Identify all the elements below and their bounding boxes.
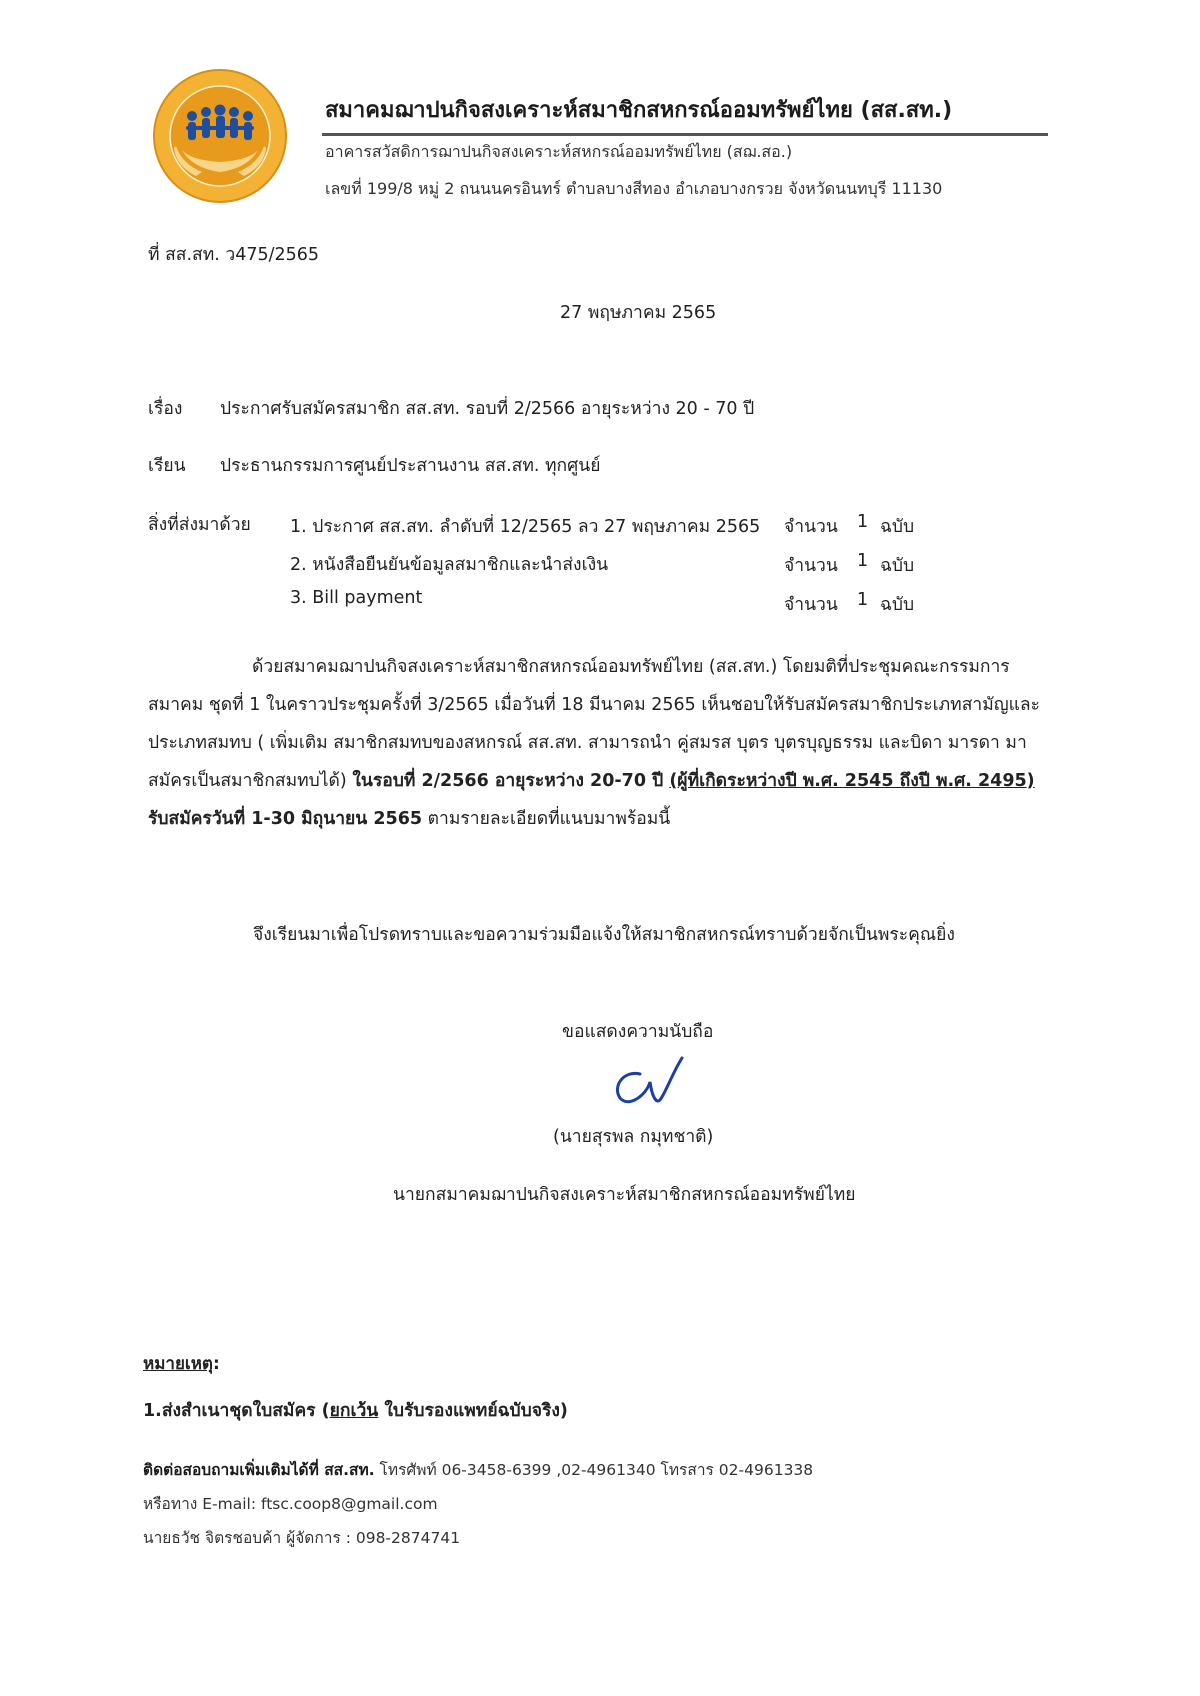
closing-request: จึงเรียนมาเพื่อโปรดทราบและขอความร่วมมือแจ้งให้สมาชิกสหกรณ์ทราบด้วยจักเป็นพระคุณยิ่ง	[253, 925, 955, 945]
birth-year-range: (ผู้ที่เกิดระหว่างปี พ.ศ. 2545 ถึงปี พ.ศ. 2495)	[669, 771, 1035, 791]
enclosure-item: 3. Bill payment	[290, 588, 423, 608]
note-text: ใบรับรองแพทย์ฉบับจริง)	[378, 1401, 568, 1421]
letter-body	[148, 648, 1066, 838]
enclosure-item: 1. ประกาศ สส.สท. ลำดับที่ 12/2565 ลว 27 พฤษภาคม 2565	[290, 517, 761, 537]
enclosure-qty-label: จำนวน	[784, 517, 838, 537]
contact-numbers: โทรศัพท์ 06-3458-6399 ,02-4961340 โทรสาร 02-4961338	[374, 1461, 814, 1479]
body-text: สมัครเป็นสมาชิกสมทบได้)	[148, 771, 353, 791]
contact-heading: ติดต่อสอบถามเพิ่มเติมได้ที่ สส.สท.	[143, 1461, 375, 1479]
enclosure-qty-label: จำนวน	[784, 556, 838, 576]
enclosures-label: สิ่งที่ส่งมาด้วย	[148, 515, 251, 535]
body-line	[148, 762, 1066, 800]
note-exception: ยกเว้น	[329, 1401, 379, 1421]
recipient-label: เรียน	[148, 456, 186, 476]
body-line	[148, 800, 1066, 838]
round-age-range: ในรอบที่ 2/2566 อายุระหว่าง 20-70 ปี	[352, 771, 670, 791]
note-item	[143, 1396, 568, 1424]
letter-date: 27 พฤษภาคม 2565	[560, 303, 717, 323]
enclosure-qty-label: จำนวน	[784, 595, 838, 615]
note-text: 1.ส่งสำเนาชุดใบสมัคร (	[143, 1401, 330, 1421]
enclosure-unit: ฉบับ	[880, 595, 915, 615]
signature	[606, 1052, 696, 1110]
body-line: สมาคม ชุดที่ 1 ในคราวประชุมครั้งที่ 3/2565 เมื่อวันที่ 18 มีนาคม 2565 เห็นชอบให้รับสมัครสมาชิกประเภทสามัญและ	[148, 695, 1041, 715]
application-period: รับสมัครวันที่ 1-30 มิถุนายน 2565	[148, 809, 423, 829]
organization-address: เลขที่ 199/8 หมู่ 2 ถนนนครอินทร์ ตำบลบางสีทอง อำเภอบางกรวย จังหวัดนนทบุรี 11130	[325, 179, 943, 198]
subject-text: ประกาศรับสมัครสมาชิก สส.สท. รอบที่ 2/2566 อายุระหว่าง 20 - 70 ปี	[220, 399, 755, 419]
building-name: อาคารสวัสดิการฌาปนกิจสงเคราะห์สหกรณ์ออมทรัพย์ไทย (สฌ.สอ.)	[325, 142, 793, 161]
letter-reference: ที่ สส.สท. ว475/2565	[148, 245, 320, 265]
contact-phone	[143, 1457, 813, 1482]
header-divider	[322, 133, 1048, 136]
notes-heading-colon: :	[212, 1354, 220, 1374]
notes-heading-text: หมายเหตุ	[143, 1354, 213, 1374]
signer-name: (นายสุรพล กมุทชาติ)	[553, 1127, 714, 1147]
enclosure-unit: ฉบับ	[880, 517, 915, 537]
enclosure-qty: 1	[857, 590, 869, 610]
subject-label: เรื่อง	[148, 399, 183, 419]
organization-name: สมาคมฌาปนกิจสงเคราะห์สมาชิกสหกรณ์ออมทรัพย์ไทย (สส.สท.)	[325, 98, 953, 123]
sign-off: ขอแสดงความนับถือ	[562, 1022, 714, 1042]
body-line: ประเภทสมทบ ( เพิ่มเติม สมาชิกสมทบของสหกรณ์ สส.สท. สามารถนำ คู่สมรส บุตร บุตรบุญธรรม และบิดา มารดา มา	[148, 733, 1027, 753]
body-line: ด้วยสมาคมฌาปนกิจสงเคราะห์สมาชิกสหกรณ์ออมทรัพย์ไทย (สส.สท.) โดยมติที่ประชุมคณะกรรมการ	[252, 657, 1010, 677]
organization-logo	[152, 68, 288, 204]
contact-email: หรือทาง E-mail: ftsc.coop8@gmail.com	[143, 1495, 438, 1513]
body-text: ตามรายละเอียดที่แนบมาพร้อมนี้	[422, 809, 671, 829]
enclosure-qty: 1	[857, 512, 869, 532]
contact-manager: นายธวัช จิตรชอบค้า ผู้จัดการ : 098-2874741	[143, 1529, 461, 1547]
enclosure-qty: 1	[857, 551, 869, 571]
notes-heading	[143, 1350, 220, 1377]
enclosure-item: 2. หนังสือยืนยันข้อมูลสมาชิกและนำส่งเงิน	[290, 555, 609, 575]
enclosure-unit: ฉบับ	[880, 556, 915, 576]
signer-title: นายกสมาคมฌาปนกิจสงเคราะห์สมาชิกสหกรณ์ออมทรัพย์ไทย	[393, 1185, 856, 1205]
recipient-text: ประธานกรรมการศูนย์ประสานงาน สส.สท. ทุกศูนย์	[220, 456, 601, 476]
